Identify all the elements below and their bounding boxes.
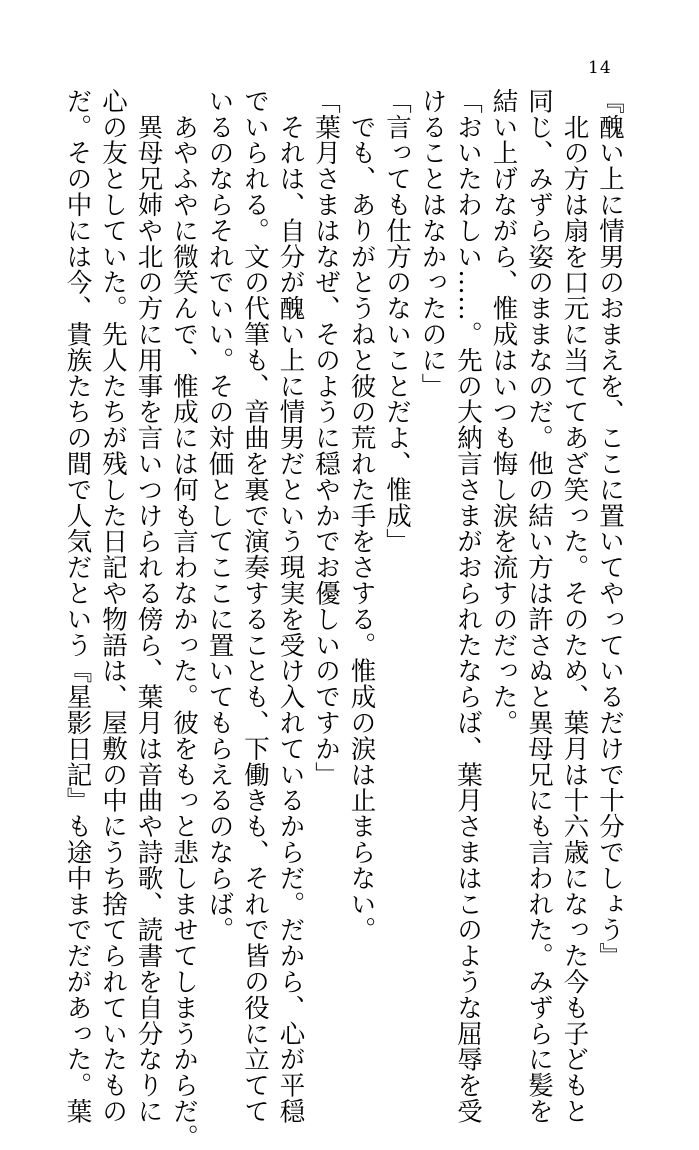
text-line: でいられる。文の代筆も、音曲を裏で演奏することも、下働きも、それで皆の役に立てて xyxy=(240,88,270,1124)
novel-body-text xyxy=(59,88,627,1150)
text-line: 結い上げながら、惟成はいつも悔し涙を流すのだった。 xyxy=(488,88,519,736)
text-line: 「言っても仕方のないことだよ、惟成」 xyxy=(382,88,412,555)
text-line: それは、自分が醜い上に情男だという現実を受け入れているからだ。だから、心が平穏 xyxy=(275,88,306,1124)
text-line: 異母兄姉や北の方に用事を言いつけられる傍ら、葉月は音曲や詩歌、読書を自分なりに xyxy=(133,88,164,1124)
text-line: 心の友としていた。先人たちが残した日記や物語は、屋敷の中にうち捨てられていたもの xyxy=(98,88,128,1124)
text-line: 『醜い上に情男のおまえを、ここに置いてやっているだけで十分でしょう』 xyxy=(595,88,625,969)
text-line: けることはなかったのに」 xyxy=(417,88,448,399)
text-line: でも、ありがとうねと彼の荒れた手をさする。惟成の涙は止まらない。 xyxy=(346,88,377,943)
text-line: 「おいたわしい……。先の大納言さまがおられたならば、葉月さまはこのような屈辱を受 xyxy=(453,88,483,1124)
text-line: 同じ、みずら姿のままなのだ。他の結い方は許さぬと異母兄にも言われた。みずらに髪を xyxy=(524,88,554,1124)
text-line: 「葉月さまはなぜ、そのように穏やかでお優しいのですか」 xyxy=(311,88,341,788)
text-line: あやふやに微笑んで、惟成には何も言わなかった。彼をもっと悲しませてしまうからだ。 xyxy=(169,88,199,1150)
text-line: いるのならそれでいい。その対価としてここに置いてもらえるのならば。 xyxy=(204,88,235,943)
text-line: だ。その中には今、貴族たちの間で人気だという『星影日記』も途中までだがあった。葉 xyxy=(62,88,93,1124)
text-line: 北の方は扇を口元に当ててあざ笑った。そのため、葉月は十六歳になった今も子どもと xyxy=(559,88,590,1124)
page-number: 14 xyxy=(588,58,612,78)
